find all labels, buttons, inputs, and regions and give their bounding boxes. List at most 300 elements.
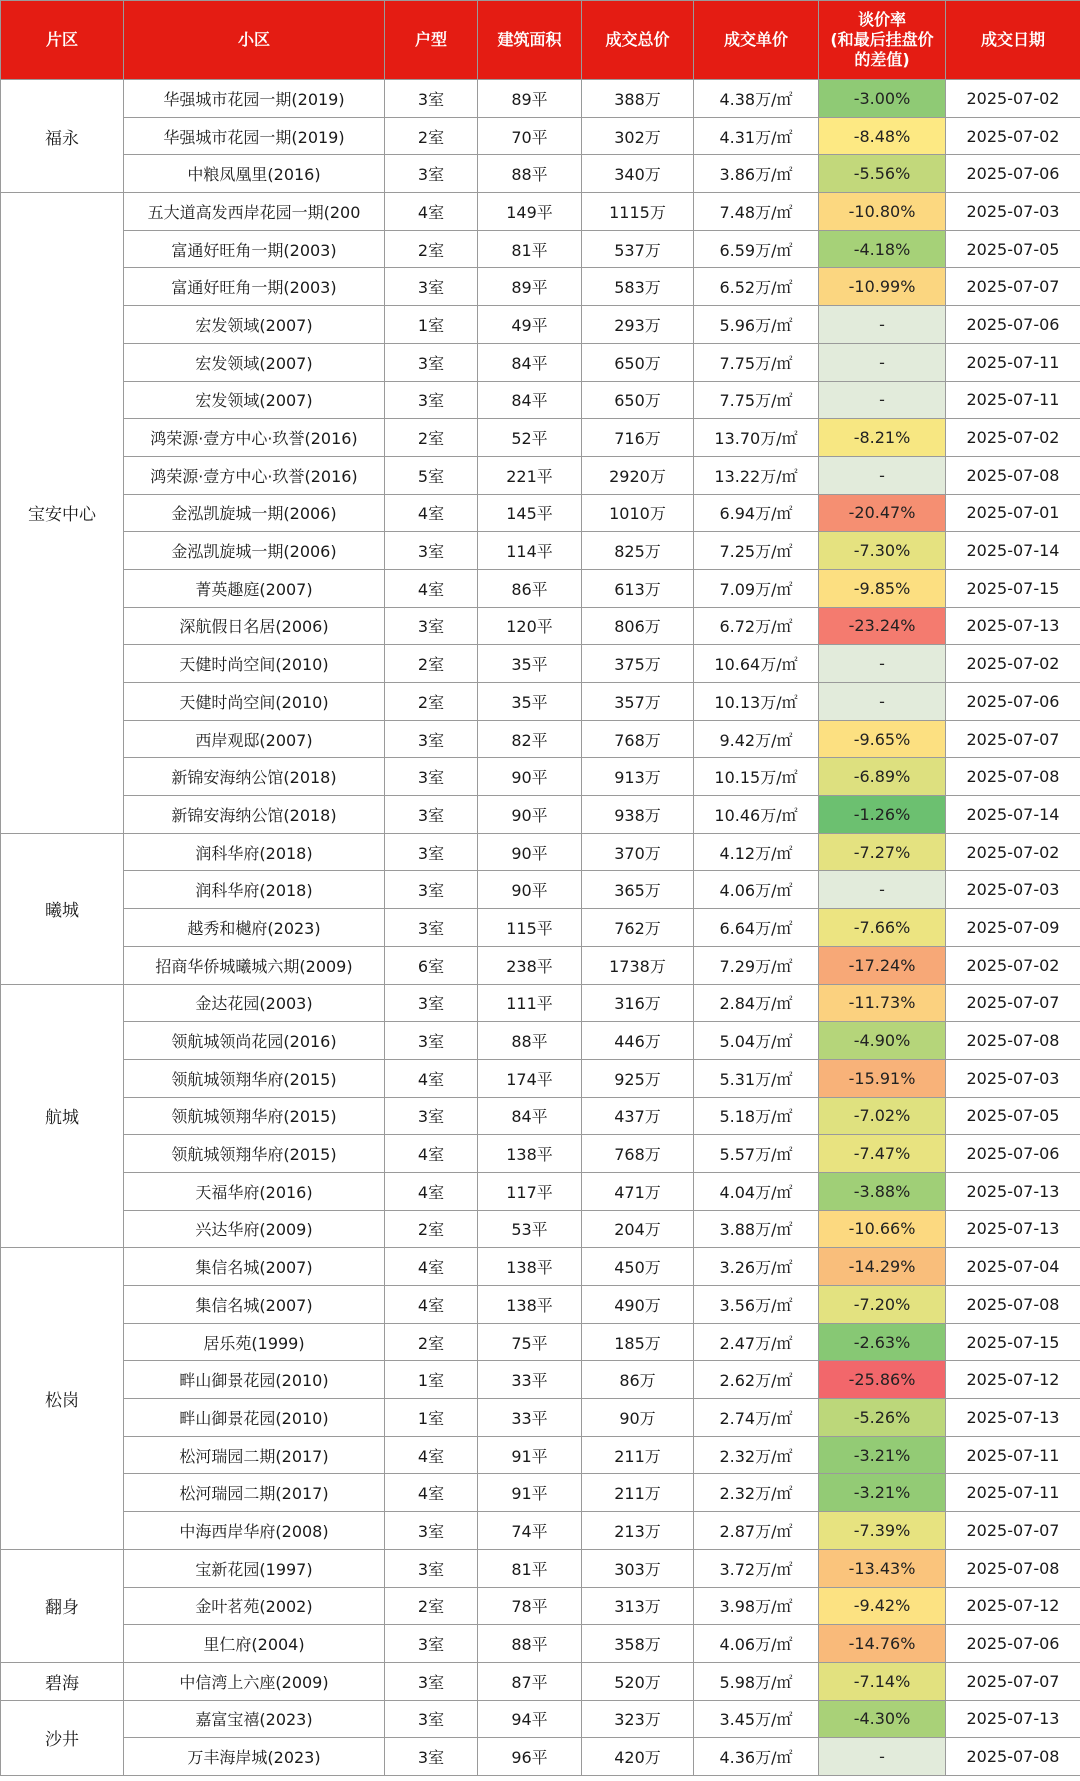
floor-area-cell: 81平 [478,1549,582,1587]
floor-area-cell: 90平 [478,758,582,796]
total-price-cell: 213万 [582,1512,694,1550]
deal-date-cell: 2025-07-02 [946,419,1080,457]
unit-price-cell: 5.57万/㎡ [694,1135,819,1173]
unit-price-cell: 7.09万/㎡ [694,569,819,607]
negotiation-rate-cell: -7.02% [819,1097,946,1135]
community-cell: 宏发领域(2007) [124,306,385,344]
unit-price-cell: 5.31万/㎡ [694,1059,819,1097]
floor-area-cell: 115平 [478,909,582,947]
community-cell: 西岸观邸(2007) [124,720,385,758]
floor-area-cell: 49平 [478,306,582,344]
deal-date-cell: 2025-07-03 [946,193,1080,231]
floor-area-cell: 90平 [478,833,582,871]
table-row [1,1059,1080,1097]
community-cell: 润科华府(2018) [124,833,385,871]
unit-price-cell: 6.94万/㎡ [694,494,819,532]
community-cell: 金叶茗苑(2002) [124,1587,385,1625]
deal-date-cell: 2025-07-11 [946,343,1080,381]
floor-area-cell: 94平 [478,1700,582,1738]
unit-price-cell: 4.12万/㎡ [694,833,819,871]
community-cell: 畔山御景花园(2010) [124,1399,385,1437]
unit-price-cell: 13.70万/㎡ [694,419,819,457]
deal-date-cell: 2025-07-02 [946,117,1080,155]
total-price-cell: 316万 [582,984,694,1022]
deal-date-cell: 2025-07-02 [946,833,1080,871]
table-row [1,419,1080,457]
table-row [1,1135,1080,1173]
unit-price-cell: 2.84万/㎡ [694,984,819,1022]
layout-cell: 4室 [385,1135,478,1173]
unit-price-cell: 3.72万/㎡ [694,1549,819,1587]
layout-cell: 6室 [385,946,478,984]
negotiation-rate-cell: -3.21% [819,1436,946,1474]
total-price-cell: 583万 [582,268,694,306]
community-cell: 松河瑞园二期(2017) [124,1436,385,1474]
layout-cell: 2室 [385,645,478,683]
community-cell: 天福华府(2016) [124,1172,385,1210]
deal-date-cell: 2025-07-14 [946,532,1080,570]
negotiation-rate-cell: -10.66% [819,1210,946,1248]
deal-date-cell: 2025-07-06 [946,155,1080,193]
negotiation-rate-cell: - [819,381,946,419]
total-price-cell: 825万 [582,532,694,570]
layout-cell: 4室 [385,569,478,607]
negotiation-rate-cell: -23.24% [819,607,946,645]
total-price-cell: 925万 [582,1059,694,1097]
negotiation-rate-cell: -3.00% [819,80,946,118]
total-price-cell: 520万 [582,1662,694,1700]
table-row [1,456,1080,494]
unit-price-cell: 6.72万/㎡ [694,607,819,645]
deal-date-cell: 2025-07-15 [946,1323,1080,1361]
table-row [1,1210,1080,1248]
deal-date-cell: 2025-07-12 [946,1587,1080,1625]
total-price-cell: 211万 [582,1474,694,1512]
layout-cell: 4室 [385,1436,478,1474]
negotiation-rate-cell: - [819,1738,946,1776]
negotiation-rate-cell: -1.26% [819,796,946,834]
layout-cell: 3室 [385,871,478,909]
deal-date-cell: 2025-07-13 [946,1399,1080,1437]
table-row [1,1022,1080,1060]
table-body [1,80,1080,1776]
table-row [1,796,1080,834]
total-price-cell: 388万 [582,80,694,118]
layout-cell: 2室 [385,683,478,721]
community-cell: 领航城领翔华府(2015) [124,1135,385,1173]
negotiation-rate-cell: -13.43% [819,1549,946,1587]
community-cell: 松河瑞园二期(2017) [124,1474,385,1512]
table-row [1,381,1080,419]
community-cell: 宝新花园(1997) [124,1549,385,1587]
negotiation-rate-cell: -3.88% [819,1172,946,1210]
area-cell: 松岗 [1,1248,124,1550]
layout-cell: 3室 [385,758,478,796]
negotiation-rate-cell: -20.47% [819,494,946,532]
total-price-cell: 303万 [582,1549,694,1587]
table-row [1,683,1080,721]
total-price-cell: 650万 [582,343,694,381]
deal-date-cell: 2025-07-13 [946,607,1080,645]
floor-area-cell: 120平 [478,607,582,645]
floor-area-cell: 74平 [478,1512,582,1550]
negotiation-rate-cell: -10.99% [819,268,946,306]
community-cell: 金泓凯旋城一期(2006) [124,494,385,532]
total-price-cell: 185万 [582,1323,694,1361]
unit-price-cell: 2.62万/㎡ [694,1361,819,1399]
deal-date-cell: 2025-07-03 [946,871,1080,909]
deal-date-cell: 2025-07-11 [946,381,1080,419]
floor-area-cell: 90平 [478,871,582,909]
deal-date-cell: 2025-07-15 [946,569,1080,607]
layout-cell: 2室 [385,230,478,268]
total-price-cell: 613万 [582,569,694,607]
unit-price-cell: 6.52万/㎡ [694,268,819,306]
unit-price-cell: 10.13万/㎡ [694,683,819,721]
unit-price-cell: 5.04万/㎡ [694,1022,819,1060]
total-price-cell: 204万 [582,1210,694,1248]
floor-area-cell: 138平 [478,1248,582,1286]
table-row [1,645,1080,683]
total-price-cell: 446万 [582,1022,694,1060]
deal-date-cell: 2025-07-04 [946,1248,1080,1286]
total-price-cell: 340万 [582,155,694,193]
layout-cell: 2室 [385,1587,478,1625]
layout-cell: 3室 [385,155,478,193]
unit-price-cell: 10.46万/㎡ [694,796,819,834]
table-row [1,1323,1080,1361]
floor-area-cell: 81平 [478,230,582,268]
table-row [1,268,1080,306]
layout-cell: 3室 [385,1549,478,1587]
community-cell: 华强城市花园一期(2019) [124,80,385,118]
unit-price-cell: 2.32万/㎡ [694,1436,819,1474]
negotiation-rate-cell: -8.21% [819,419,946,457]
unit-price-cell: 9.42万/㎡ [694,720,819,758]
layout-cell: 3室 [385,1662,478,1700]
layout-cell: 4室 [385,1172,478,1210]
layout-cell: 4室 [385,1474,478,1512]
table-row [1,1097,1080,1135]
deal-date-cell: 2025-07-11 [946,1436,1080,1474]
community-cell: 越秀和樾府(2023) [124,909,385,947]
deal-date-cell: 2025-07-12 [946,1361,1080,1399]
community-cell: 五大道高发西岸花园一期(200 [124,193,385,231]
table-row [1,909,1080,947]
community-cell: 领航城领尚花园(2016) [124,1022,385,1060]
floor-area-cell: 88平 [478,1022,582,1060]
table-row [1,1738,1080,1776]
floor-area-cell: 221平 [478,456,582,494]
community-cell: 鸿荣源·壹方中心·玖誉(2016) [124,456,385,494]
table-row [1,343,1080,381]
floor-area-cell: 35平 [478,683,582,721]
total-price-cell: 370万 [582,833,694,871]
total-price-cell: 2920万 [582,456,694,494]
community-cell: 鸿荣源·壹方中心·玖誉(2016) [124,419,385,457]
negotiation-rate-cell: - [819,871,946,909]
floor-area-cell: 117平 [478,1172,582,1210]
layout-cell: 3室 [385,1097,478,1135]
negotiation-rate-cell: - [819,683,946,721]
table-row [1,494,1080,532]
table-row [1,1399,1080,1437]
floor-area-cell: 238平 [478,946,582,984]
negotiation-rate-cell: -7.47% [819,1135,946,1173]
area-cell: 曦城 [1,833,124,984]
table-row [1,80,1080,118]
community-cell: 兴达华府(2009) [124,1210,385,1248]
community-cell: 天健时尚空间(2010) [124,645,385,683]
unit-price-cell: 10.64万/㎡ [694,645,819,683]
deal-date-cell: 2025-07-07 [946,720,1080,758]
area-cell: 沙井 [1,1700,124,1775]
deal-date-cell: 2025-07-08 [946,758,1080,796]
deal-date-cell: 2025-07-06 [946,1625,1080,1663]
layout-cell: 3室 [385,909,478,947]
community-cell: 集信名城(2007) [124,1286,385,1324]
table-row [1,193,1080,231]
negotiation-rate-cell: -7.66% [819,909,946,947]
deal-date-cell: 2025-07-02 [946,80,1080,118]
community-cell: 中信湾上六座(2009) [124,1662,385,1700]
floor-area-cell: 145平 [478,494,582,532]
area-cell: 航城 [1,984,124,1248]
total-price-cell: 913万 [582,758,694,796]
deal-date-cell: 2025-07-08 [946,456,1080,494]
deal-date-cell: 2025-07-02 [946,645,1080,683]
table-row [1,946,1080,984]
floor-area-cell: 96平 [478,1738,582,1776]
header-row [1,1,1080,80]
table-row [1,1286,1080,1324]
deal-date-cell: 2025-07-09 [946,909,1080,947]
table-row [1,720,1080,758]
layout-cell: 3室 [385,381,478,419]
table-row [1,758,1080,796]
deal-date-cell: 2025-07-08 [946,1549,1080,1587]
table-row [1,1625,1080,1663]
unit-price-cell: 4.04万/㎡ [694,1172,819,1210]
negotiation-rate-cell: -5.56% [819,155,946,193]
deal-date-cell: 2025-07-07 [946,268,1080,306]
community-cell: 畔山御景花园(2010) [124,1361,385,1399]
floor-area-cell: 88平 [478,155,582,193]
community-cell: 集信名城(2007) [124,1248,385,1286]
unit-price-cell: 13.22万/㎡ [694,456,819,494]
floor-area-cell: 53平 [478,1210,582,1248]
floor-area-cell: 35平 [478,645,582,683]
total-price-cell: 357万 [582,683,694,721]
layout-cell: 1室 [385,306,478,344]
layout-cell: 4室 [385,1286,478,1324]
community-cell: 富通好旺角一期(2003) [124,230,385,268]
unit-price-cell: 2.87万/㎡ [694,1512,819,1550]
layout-cell: 3室 [385,984,478,1022]
deal-date-cell: 2025-07-13 [946,1210,1080,1248]
community-cell: 嘉富宝禧(2023) [124,1700,385,1738]
layout-cell: 3室 [385,268,478,306]
table-row [1,1587,1080,1625]
negotiation-rate-cell: -7.30% [819,532,946,570]
floor-area-cell: 84平 [478,1097,582,1135]
table-row [1,306,1080,344]
total-price-cell: 537万 [582,230,694,268]
layout-cell: 3室 [385,833,478,871]
community-cell: 润科华府(2018) [124,871,385,909]
deal-date-cell: 2025-07-01 [946,494,1080,532]
total-price-cell: 650万 [582,381,694,419]
unit-price-cell: 6.59万/㎡ [694,230,819,268]
floor-area-cell: 89平 [478,268,582,306]
header-floor-area: 建筑面积 [478,1,582,80]
negotiation-rate-cell: -10.80% [819,193,946,231]
floor-area-cell: 86平 [478,569,582,607]
header-negotiation-rate [819,1,946,80]
layout-cell: 1室 [385,1361,478,1399]
floor-area-cell: 149平 [478,193,582,231]
layout-cell: 3室 [385,796,478,834]
unit-price-cell: 7.75万/㎡ [694,381,819,419]
layout-cell: 3室 [385,1512,478,1550]
community-cell: 领航城领翔华府(2015) [124,1059,385,1097]
total-price-cell: 768万 [582,1135,694,1173]
unit-price-cell: 7.75万/㎡ [694,343,819,381]
floor-area-cell: 138平 [478,1286,582,1324]
unit-price-cell: 3.45万/㎡ [694,1700,819,1738]
area-cell: 碧海 [1,1662,124,1700]
floor-area-cell: 78平 [478,1587,582,1625]
floor-area-cell: 91平 [478,1474,582,1512]
negotiation-rate-cell: -4.30% [819,1700,946,1738]
community-cell: 新锦安海纳公馆(2018) [124,758,385,796]
area-cell: 福永 [1,80,124,193]
deal-date-cell: 2025-07-02 [946,946,1080,984]
unit-price-cell: 6.64万/㎡ [694,909,819,947]
deal-date-cell: 2025-07-13 [946,1700,1080,1738]
deal-date-cell: 2025-07-06 [946,306,1080,344]
floor-area-cell: 91平 [478,1436,582,1474]
floor-area-cell: 87平 [478,1662,582,1700]
deal-date-cell: 2025-07-08 [946,1286,1080,1324]
table-row [1,1436,1080,1474]
community-cell: 金达花园(2003) [124,984,385,1022]
header-total-price: 成交总价 [582,1,694,80]
community-cell: 宏发领域(2007) [124,381,385,419]
unit-price-cell: 4.38万/㎡ [694,80,819,118]
negotiation-rate-cell: -11.73% [819,984,946,1022]
community-cell: 招商华侨城曦城六期(2009) [124,946,385,984]
negotiation-rate-cell: -4.18% [819,230,946,268]
total-price-cell: 437万 [582,1097,694,1135]
total-price-cell: 323万 [582,1700,694,1738]
total-price-cell: 302万 [582,117,694,155]
header-negotiation-rate-text: 谈价率 (和最后挂盘价 的差值) [830,10,934,69]
negotiation-rate-cell: - [819,645,946,683]
layout-cell: 3室 [385,80,478,118]
community-cell: 金泓凯旋城一期(2006) [124,532,385,570]
total-price-cell: 490万 [582,1286,694,1324]
floor-area-cell: 89平 [478,80,582,118]
community-cell: 富通好旺角一期(2003) [124,268,385,306]
unit-price-cell: 7.29万/㎡ [694,946,819,984]
total-price-cell: 313万 [582,1587,694,1625]
table-row [1,1512,1080,1550]
unit-price-cell: 2.32万/㎡ [694,1474,819,1512]
total-price-cell: 1010万 [582,494,694,532]
negotiation-rate-cell: -9.65% [819,720,946,758]
table-row [1,1549,1080,1587]
negotiation-rate-cell: - [819,306,946,344]
table-row [1,984,1080,1022]
deal-date-cell: 2025-07-06 [946,1135,1080,1173]
deal-date-cell: 2025-07-03 [946,1059,1080,1097]
community-cell: 深航假日名居(2006) [124,607,385,645]
unit-price-cell: 3.98万/㎡ [694,1587,819,1625]
negotiation-rate-cell: -25.86% [819,1361,946,1399]
layout-cell: 3室 [385,607,478,645]
deal-date-cell: 2025-07-08 [946,1022,1080,1060]
area-cell: 宝安中心 [1,193,124,834]
layout-cell: 4室 [385,193,478,231]
layout-cell: 2室 [385,419,478,457]
negotiation-rate-cell: -7.14% [819,1662,946,1700]
layout-cell: 2室 [385,1210,478,1248]
unit-price-cell: 2.74万/㎡ [694,1399,819,1437]
table-row [1,1662,1080,1700]
deal-date-cell: 2025-07-11 [946,1474,1080,1512]
layout-cell: 4室 [385,1248,478,1286]
deal-date-cell: 2025-07-05 [946,1097,1080,1135]
negotiation-rate-cell: - [819,456,946,494]
community-cell: 宏发领域(2007) [124,343,385,381]
total-price-cell: 365万 [582,871,694,909]
total-price-cell: 293万 [582,306,694,344]
deal-date-cell: 2025-07-14 [946,796,1080,834]
total-price-cell: 1115万 [582,193,694,231]
community-cell: 里仁府(2004) [124,1625,385,1663]
negotiation-rate-cell: - [819,343,946,381]
deal-date-cell: 2025-07-08 [946,1738,1080,1776]
floor-area-cell: 84平 [478,381,582,419]
community-cell: 居乐苑(1999) [124,1323,385,1361]
community-cell: 中粮凤凰里(2016) [124,155,385,193]
negotiation-rate-cell: -5.26% [819,1399,946,1437]
floor-area-cell: 82平 [478,720,582,758]
negotiation-rate-cell: -2.63% [819,1323,946,1361]
total-price-cell: 450万 [582,1248,694,1286]
unit-price-cell: 3.88万/㎡ [694,1210,819,1248]
layout-cell: 3室 [385,1022,478,1060]
total-price-cell: 211万 [582,1436,694,1474]
table-row [1,833,1080,871]
community-cell: 新锦安海纳公馆(2018) [124,796,385,834]
negotiation-rate-cell: -17.24% [819,946,946,984]
total-price-cell: 471万 [582,1172,694,1210]
layout-cell: 2室 [385,117,478,155]
floor-area-cell: 90平 [478,796,582,834]
total-price-cell: 375万 [582,645,694,683]
deal-date-cell: 2025-07-07 [946,984,1080,1022]
unit-price-cell: 3.26万/㎡ [694,1248,819,1286]
community-cell: 中海西岸华府(2008) [124,1512,385,1550]
floor-area-cell: 84平 [478,343,582,381]
layout-cell: 1室 [385,1399,478,1437]
negotiation-rate-cell: -15.91% [819,1059,946,1097]
header-unit-price: 成交单价 [694,1,819,80]
deal-date-cell: 2025-07-07 [946,1512,1080,1550]
floor-area-cell: 52平 [478,419,582,457]
